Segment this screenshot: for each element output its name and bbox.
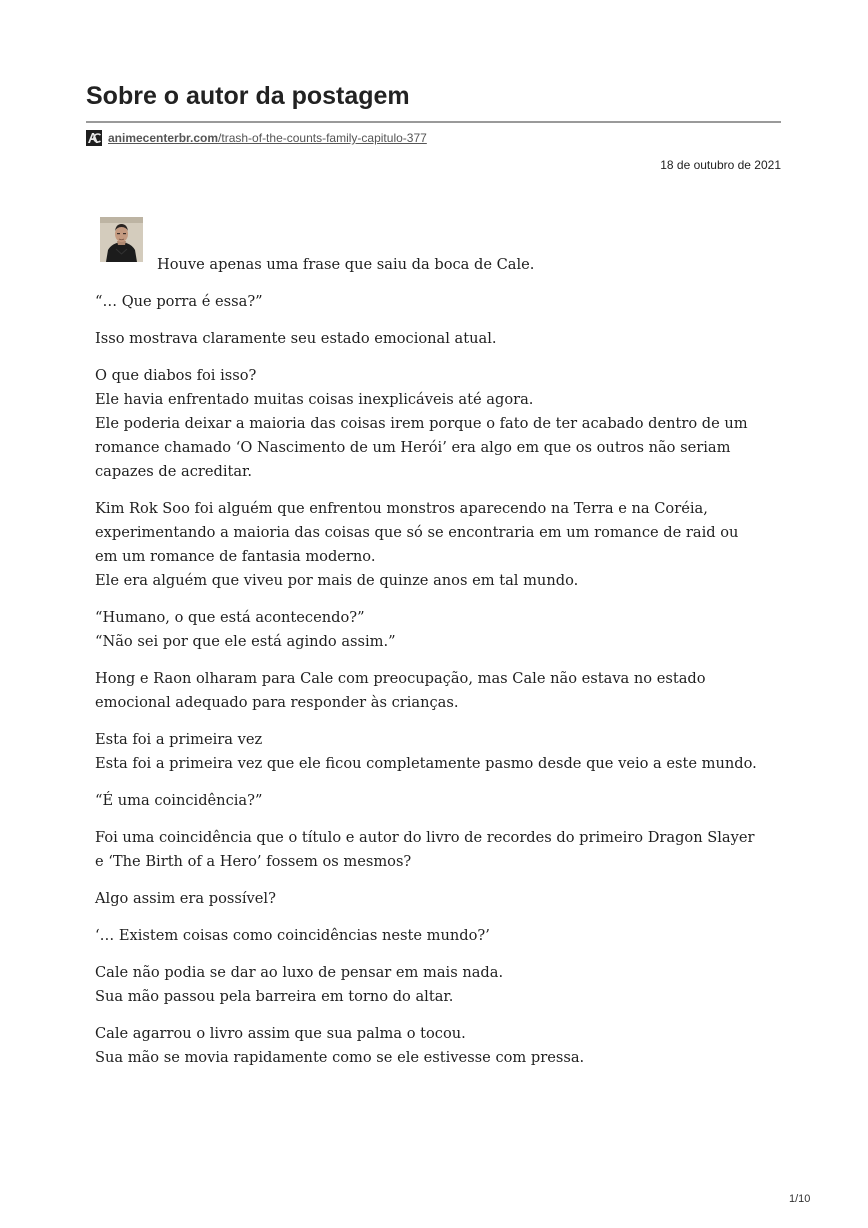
title-divider	[86, 121, 781, 123]
paragraph-line: romance chamado ‘O Nascimento de um Herói’ era algo em que os outros não seriam	[95, 439, 731, 456]
article-paragraph	[95, 364, 785, 484]
paragraph-line: “É uma coincidência?”	[95, 792, 263, 809]
paragraph-line: capazes de acreditar.	[95, 463, 253, 480]
paragraph-line: ‘… Existem coisas como coincidências neste mundo?’	[95, 927, 490, 944]
paragraph-line: “Humano, o que está acontecendo?”	[95, 609, 365, 626]
post-date: 18 de outubro de 2021	[660, 158, 781, 172]
article-paragraph	[95, 667, 785, 715]
source-domain: animecenterbr.com	[108, 131, 219, 145]
paragraph-line: Cale não podia se dar ao luxo de pensar em mais nada.	[95, 964, 504, 981]
paragraph-line: Ele poderia deixar a maioria das coisas irem porque o fato de ter acabado dentro de um	[95, 415, 748, 432]
paragraph-line: Isso mostrava claramente seu estado emocional atual.	[95, 330, 497, 347]
article-paragraph	[95, 606, 785, 654]
article-paragraph	[95, 887, 785, 911]
paragraph-line: “… Que porra é essa?”	[95, 293, 263, 310]
page-title: Sobre o autor da postagem	[86, 82, 410, 110]
paragraph-line: Ele era alguém que viveu por mais de quinze anos em tal mundo.	[95, 572, 579, 589]
article-paragraph	[95, 290, 785, 314]
page-number: 1/10	[789, 1193, 811, 1205]
paragraph-line: em um romance de fantasia moderno.	[95, 548, 376, 565]
article-paragraph	[95, 497, 785, 593]
paragraph-line: Esta foi a primeira vez	[95, 731, 263, 748]
article-paragraph	[95, 253, 785, 277]
paragraph-line: emocional adequado para responder às crianças.	[95, 694, 459, 711]
article-paragraph	[95, 1022, 785, 1070]
paragraph-line: O que diabos foi isso?	[95, 367, 257, 384]
paragraph-line: Cale agarrou o livro assim que sua palma o tocou.	[95, 1025, 466, 1042]
article-paragraph	[95, 961, 785, 1009]
paragraph-line: Kim Rok Soo foi alguém que enfrentou monstros aparecendo na Terra e na Coréia,	[95, 500, 708, 517]
paragraph-line: e ‘The Birth of a Hero’ fossem os mesmos?	[95, 853, 412, 870]
paragraph-line: experimentando a maioria das coisas que só se encontraria em um romance de raid ou	[95, 524, 739, 541]
paragraph-line: Foi uma coincidência que o título e autor do livro de recordes do primeiro Dragon Slayer	[95, 829, 755, 846]
article-paragraph	[95, 728, 785, 776]
anime-center-logo-icon	[86, 130, 102, 146]
paragraph-line: Algo assim era possível?	[95, 890, 276, 907]
article-body	[95, 253, 785, 1083]
source-link[interactable]	[108, 131, 427, 145]
paragraph-line: Ele havia enfrentado muitas coisas inexplicáveis até agora.	[95, 391, 534, 408]
article-paragraph	[95, 327, 785, 351]
article-paragraph	[95, 826, 785, 874]
article-paragraph	[95, 789, 785, 813]
paragraph-line: Esta foi a primeira vez que ele ficou completamente pasmo desde que veio a este mundo.	[95, 755, 757, 772]
source-link-row	[86, 130, 427, 146]
paragraph-line: Sua mão passou pela barreira em torno do altar.	[95, 988, 454, 1005]
paragraph-line: Hong e Raon olharam para Cale com preocupação, mas Cale não estava no estado	[95, 670, 706, 687]
paragraph-line: Houve apenas uma frase que saiu da boca de Cale.	[157, 256, 535, 273]
paragraph-line: Sua mão se movia rapidamente como se ele estivesse com pressa.	[95, 1049, 585, 1066]
paragraph-line: “Não sei por que ele está agindo assim.”	[95, 633, 396, 650]
source-path: /trash-of-the-counts-family-capitulo-377	[218, 131, 427, 145]
article-paragraph	[95, 924, 785, 948]
